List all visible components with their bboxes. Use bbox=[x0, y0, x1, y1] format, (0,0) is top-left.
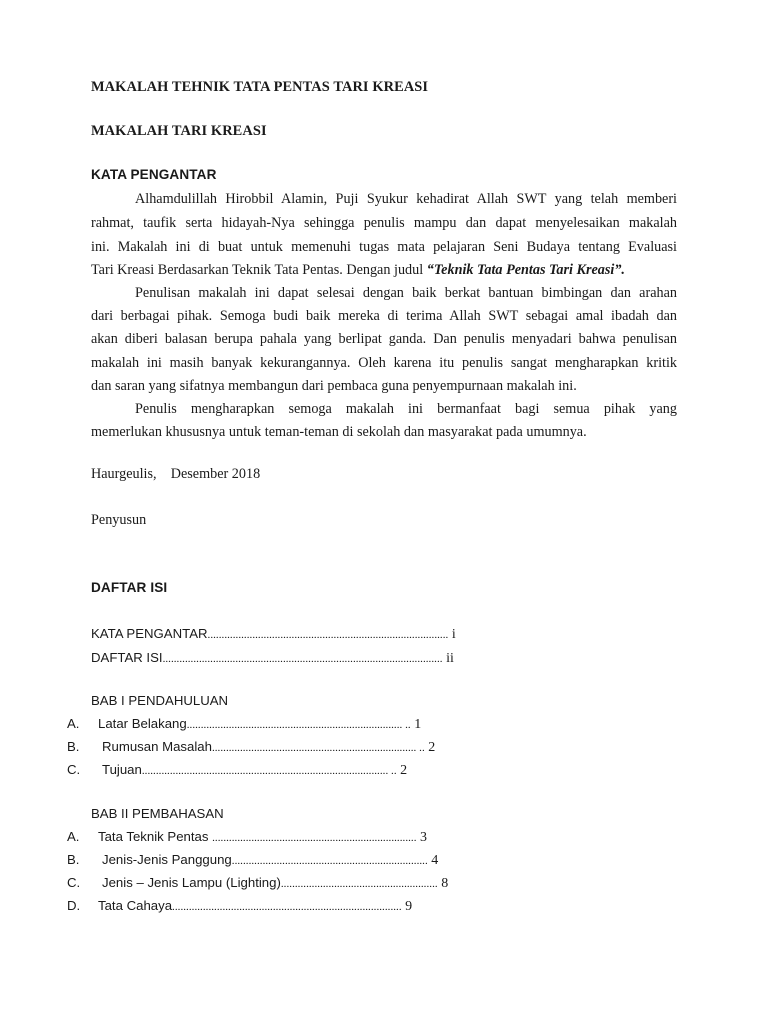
foreword-p1-line: ini. Makalah ini di buat untuk memenuhi tugas mata pelajaran Seni Budaya tentang Evaluasi bbox=[91, 239, 677, 255]
toc-entry bbox=[91, 650, 454, 667]
toc-page-number: 2 bbox=[424, 740, 436, 755]
toc-page-number: i bbox=[448, 627, 456, 642]
toc-entry-label: Tujuan bbox=[102, 762, 142, 777]
toc-entry-label: DAFTAR ISI bbox=[91, 650, 163, 665]
toc-entry bbox=[102, 875, 448, 892]
toc-heading: DAFTAR ISI bbox=[91, 580, 168, 595]
toc-entry bbox=[91, 626, 456, 643]
toc-entry-label: Tata Teknik Pentas bbox=[98, 829, 213, 844]
toc-leader-dots: ........................................................ bbox=[280, 878, 438, 890]
place-date: Haurgeulis, Desember 2018 bbox=[91, 466, 261, 482]
toc-page-number: 9 bbox=[401, 899, 413, 914]
toc-page-number: 2 bbox=[396, 763, 408, 778]
toc-item-letter: B. bbox=[67, 852, 80, 867]
toc-page-number: ii bbox=[442, 651, 454, 666]
toc-entry-label: Tata Cahaya bbox=[98, 898, 173, 913]
toc-page-number: 3 bbox=[416, 830, 428, 845]
toc-item-letter: D. bbox=[67, 898, 81, 913]
toc-entry bbox=[102, 762, 407, 779]
toc-entry bbox=[98, 829, 427, 846]
toc-entry-label: KATA PENGANTAR bbox=[91, 626, 208, 641]
foreword-heading: KATA PENGANTAR bbox=[91, 167, 217, 182]
toc-leader-dots: ...................................................................... bbox=[231, 855, 428, 867]
toc-leader-dots: ............................................................................. .. bbox=[186, 719, 411, 731]
toc-chapter-title: BAB II PEMBAHASAN bbox=[91, 806, 224, 821]
document-subtitle: MAKALAH TARI KREASI bbox=[91, 123, 267, 139]
toc-entry-label: Rumusan Masalah bbox=[102, 739, 212, 754]
toc-leader-dots: ........................................................................................ .. bbox=[141, 765, 397, 777]
foreword-p2-line: akan diberi balasan berupa pahala yang berlipat ganda. Dan penulis menyadari bahwa penulisan bbox=[91, 331, 677, 347]
toc-item-letter: C. bbox=[67, 875, 81, 890]
toc-leader-dots: ...................................................................................... bbox=[207, 629, 449, 641]
foreword-p2-line: dan saran yang sifatnya membangun dari pembaca guna penyempurnaan makalah ini. bbox=[91, 378, 577, 394]
foreword-p2-line: Penulisan makalah ini dapat selesai dengan baik berkat bantuan bimbingan dan arahan bbox=[135, 285, 677, 301]
toc-page-number: 1 bbox=[410, 717, 422, 732]
toc-page-number: 8 bbox=[437, 876, 449, 891]
toc-leader-dots: ......................................................................... .. bbox=[211, 742, 425, 754]
document-title: MAKALAH TEHNIK TATA PENTAS TARI KREASI bbox=[91, 79, 429, 95]
foreword-p2-line: dari berbagai pihak. Semoga budi baik mereka di terima Allah SWT sebagai amal ibadah dan bbox=[91, 308, 677, 324]
foreword-p1-last-line bbox=[91, 261, 677, 279]
foreword-p1-line: rahmat, taufik serta hidayah-Nya sehingga penulis mampu dan dapat menyelesaikan makalah bbox=[91, 215, 677, 231]
toc-entry-label: Jenis – Jenis Lampu (Lighting) bbox=[102, 875, 281, 890]
foreword-p3-line: Penulis mengharapkan semoga makalah ini bermanfaat bagi semua pihak yang bbox=[135, 401, 677, 417]
toc-page-number: 4 bbox=[427, 853, 439, 868]
toc-entry-label: Jenis-Jenis Panggung bbox=[102, 852, 232, 867]
toc-item-letter: A. bbox=[67, 716, 80, 731]
toc-leader-dots: .................................................................................. bbox=[172, 901, 402, 913]
toc-leader-dots: ......................................................................... bbox=[212, 832, 417, 844]
foreword-p1-line: Alhamdulillah Hirobbil Alamin, Puji Syukur kehadirat Allah SWT yang telah memberi bbox=[135, 191, 677, 207]
toc-entry-label: Latar Belakang bbox=[98, 716, 187, 731]
toc-entry bbox=[102, 739, 435, 756]
toc-entry bbox=[102, 852, 438, 869]
foreword-p2-line: makalah ini masih banyak kekurangannya. Oleh karena itu penulis sangat mengharapkan kritik bbox=[91, 355, 677, 371]
toc-entry bbox=[98, 898, 412, 915]
toc-entry bbox=[98, 716, 421, 733]
toc-item-letter: B. bbox=[67, 739, 80, 754]
toc-leader-dots: .................................................................................................... bbox=[162, 653, 443, 665]
makalah-title-reference: “Teknik Tata Pentas Tari Kreasi”. bbox=[426, 262, 625, 278]
toc-item-letter: A. bbox=[67, 829, 80, 844]
foreword-p3-line: memerlukan khususnya untuk teman-teman di sekolah dan masyarakat pada umumnya. bbox=[91, 424, 587, 440]
toc-chapter-title: BAB I PENDAHULUAN bbox=[91, 693, 229, 708]
foreword-p1-text: Tari Kreasi Berdasarkan Teknik Tata Pentas. Dengan judul bbox=[91, 262, 427, 278]
toc-item-letter: C. bbox=[67, 762, 81, 777]
signer: Penyusun bbox=[91, 512, 147, 528]
